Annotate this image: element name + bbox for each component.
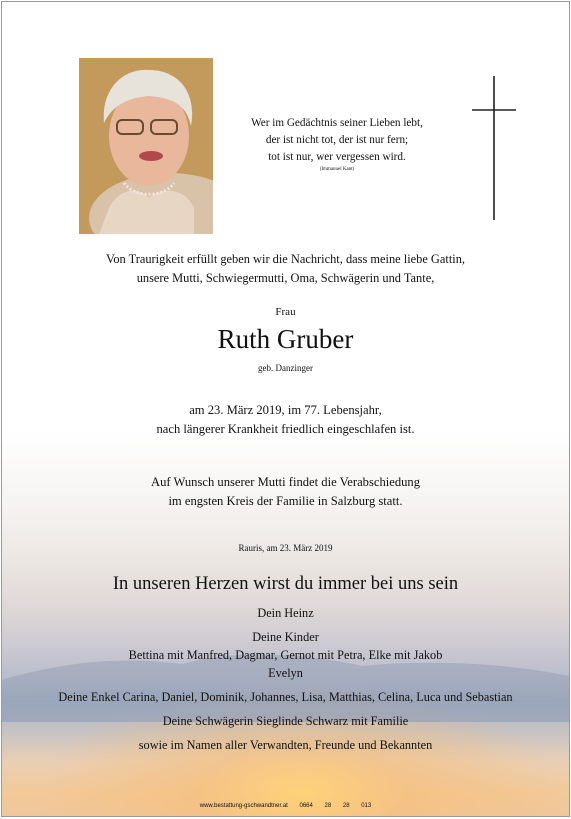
farewell-notice: [2, 473, 569, 511]
intro-line: unsere Mutti, Schwiegermutti, Oma, Schwägerin und Tante,: [136, 271, 435, 285]
quote-line: tot ist nur, wer vergessen wird.: [268, 151, 406, 163]
death-line: am 23. März 2019, im 77. Lebensjahr,: [189, 403, 382, 417]
footer-website[interactable]: www.bestattung-gschwandtner.at: [199, 803, 288, 809]
maiden-name: geb. Danzinger: [258, 363, 313, 373]
cross-icon: [470, 76, 518, 220]
farewell-line: im engsten Kreis der Familie in Salzburg statt.: [168, 494, 403, 508]
place-date: Rauris, am 23. März 2019: [238, 543, 333, 553]
intro-text: [2, 250, 569, 288]
mourner-relatives: sowie im Namen aller Verwandten, Freunde und Bekannten: [138, 738, 433, 752]
quote-line: Wer im Gedächtnis seiner Lieben lebt,: [251, 117, 423, 129]
quote-block: [228, 115, 446, 174]
death-notice: [2, 401, 569, 439]
quote-line: der ist nicht tot, der ist nur fern;: [265, 134, 409, 146]
obituary-card: [1, 1, 570, 817]
death-line: nach längerer Krankheit friedlich eingeschlafen ist.: [156, 422, 415, 436]
quote-source: (Immanuel Kant): [319, 167, 355, 172]
deceased-name: Ruth Gruber: [217, 324, 354, 354]
footer-phone: 0664 28 28 013: [299, 803, 372, 809]
mourner-grandchildren: Deine Enkel Carina, Daniel, Dominik, Johannes, Lisa, Matthias, Celina, Luca und Sebastian: [58, 690, 513, 704]
portrait-photo: [79, 58, 213, 234]
mourner-husband: Dein Heinz: [257, 606, 314, 620]
intro-line: Von Traurigkeit erfüllt geben wir die Nachricht, dass meine liebe Gattin,: [105, 252, 465, 266]
salutation: Frau: [275, 306, 296, 318]
mourner-evelyn: Evelyn: [268, 666, 303, 680]
mourner-children-heading: Deine Kinder: [252, 630, 319, 644]
motto: In unseren Herzen wirst du immer bei uns sein: [112, 574, 459, 594]
mourner-sister-in-law: Deine Schwägerin Sieglinde Schwarz mit Familie: [162, 714, 409, 728]
mourner-children: Bettina mit Manfred, Dagmar, Gernot mit Petra, Elke mit Jakob: [128, 648, 443, 662]
farewell-line: Auf Wunsch unserer Mutti findet die Verabschiedung: [150, 475, 421, 489]
footer: [2, 803, 569, 809]
